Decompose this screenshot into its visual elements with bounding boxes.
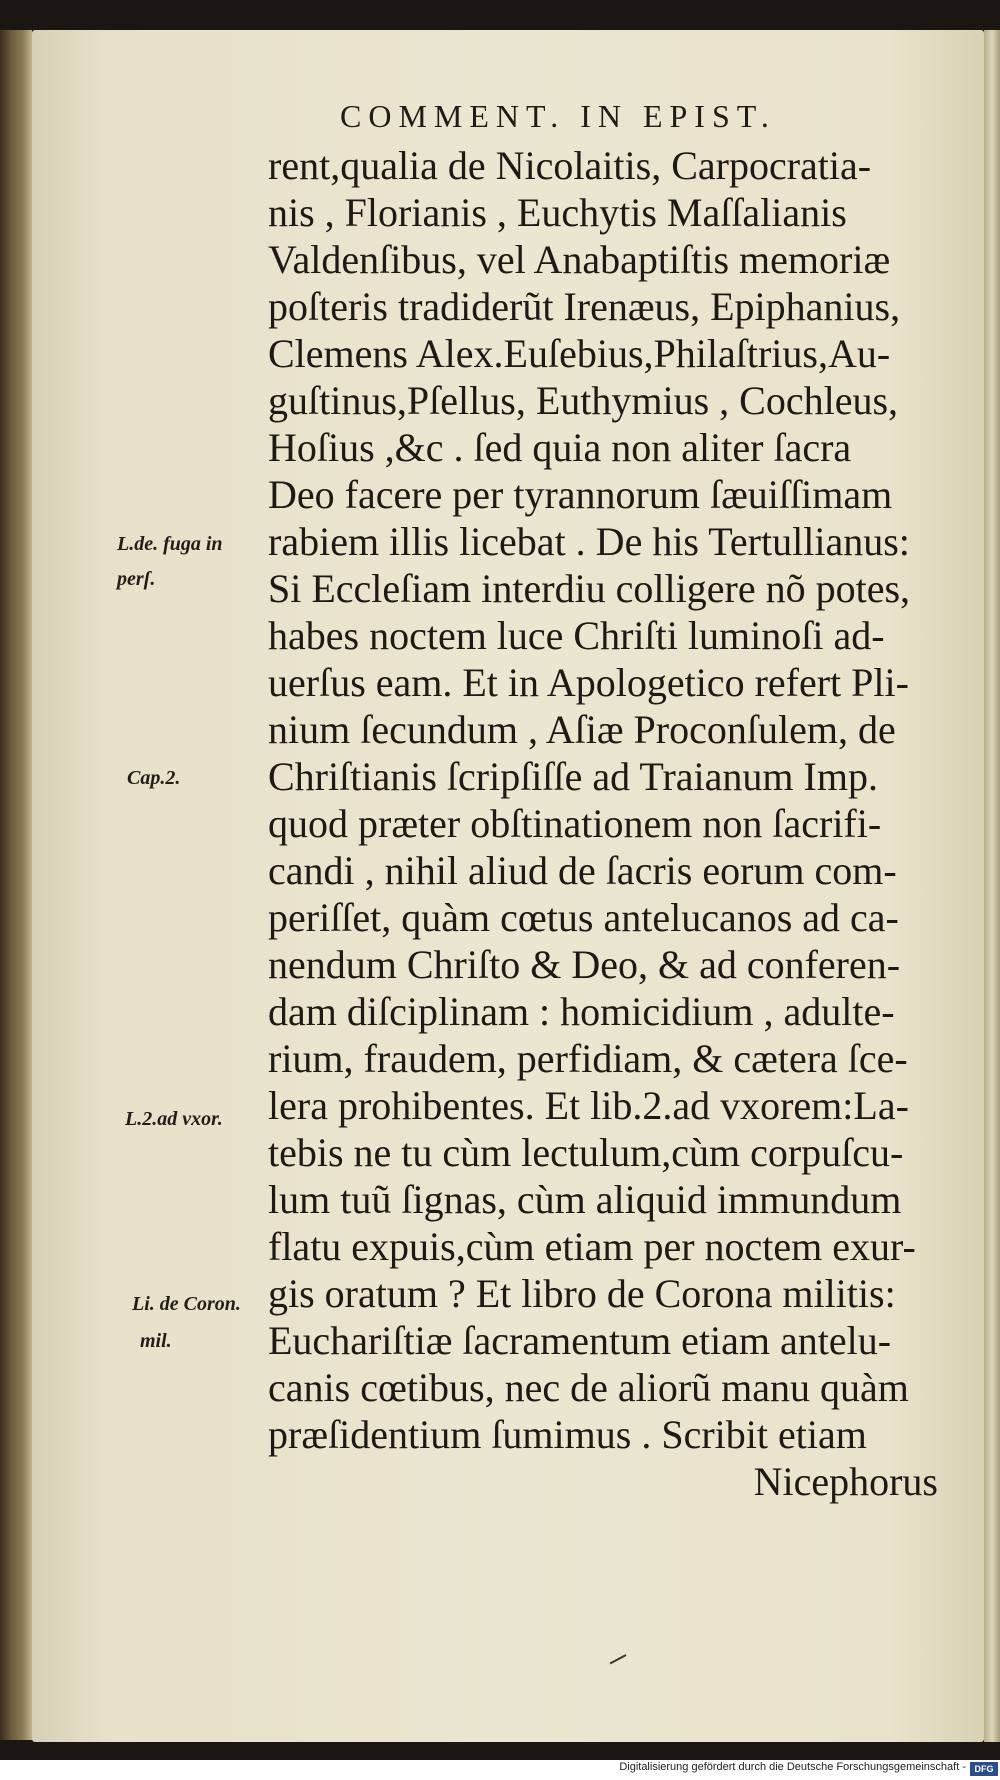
catchword: Nicephorus (753, 1459, 938, 1504)
text-line: Hoſius ,&c . ſed quia non aliter ſacra (268, 425, 852, 470)
text-line: habes noctem luce Chriſti luminoſi ad- (268, 613, 885, 658)
margin-note: Li. de Coron. (132, 1293, 241, 1315)
text-line: periſſet, quàm cœtus antelucanos ad ca- (268, 895, 899, 940)
text-line: rent,qualia de Nicolaitis, Carpocratia- (268, 143, 872, 188)
text-line: rabiem illis licebat . De his Tertullianus: (268, 519, 910, 564)
text-line: Clemens Alex.Euſebius,Philaſtrius,Au- (268, 331, 891, 376)
footer-credit: Digitalisierung gefördert durch die Deutsche Forschungsgemeinschaft - (619, 1761, 966, 1773)
text-line: poſteris tradiderũt Irenæus, Epiphanius, (268, 284, 901, 329)
text-line: guſtinus,Pſellus, Euthymius , Cochleus, (268, 378, 899, 423)
page-edge (984, 30, 1000, 1742)
text-line: nis , Florianis , Euchytis Maſſalianis (268, 190, 847, 235)
text-line: præſidentium ſumimus . Scribit etiam (268, 1412, 867, 1457)
dfg-logo-icon: DFG (970, 1762, 998, 1776)
margin-note: perſ. (117, 568, 156, 590)
margin-note: L.2.ad vxor. (125, 1108, 223, 1130)
text-line: lum tuũ ſignas, cùm aliquid immundum (268, 1177, 902, 1222)
text-line: candi , nihil aliud de ſacris eorum com- (268, 848, 897, 893)
running-header: COMMENT. IN EPIST. (340, 98, 776, 134)
text-line: quod præter obſtinationem non ſacrifi- (268, 801, 882, 846)
body-text (268, 142, 968, 1505)
text-line: Chriſtianis ſcripſiſſe ad Traianum Imp. (268, 754, 878, 799)
margin-note: L.de. fuga in (117, 533, 223, 555)
text-line: nendum Chriſto & Deo, & ad conferen- (268, 942, 901, 987)
text-line: Euchariſtiæ ſacramentum etiam antelu- (268, 1318, 892, 1363)
text-line: lera prohibentes. Et lib.2.ad vxorem:La- (268, 1083, 909, 1128)
text-line: nium ſecundum , Aſiæ Proconſulem, de (268, 707, 896, 752)
text-line: Si Eccleſiam interdiu colligere nõ potes, (268, 566, 911, 611)
text-line: Deo facere per tyrannorum ſæuiſſimam (268, 472, 893, 517)
text-line: uerſus eam. Et in Apologetico refert Pli- (268, 660, 909, 705)
text-line: flatu expuis,cùm etiam per noctem exur- (268, 1224, 916, 1269)
text-line: dam diſciplinam : homicidium , adulte- (268, 989, 895, 1034)
margin-note: mil. (140, 1330, 172, 1352)
book-spine (0, 30, 32, 1740)
text-line: gis oratum ? Et libro de Corona militis: (268, 1271, 896, 1316)
margin-note: Cap.2. (127, 767, 181, 789)
text-line: canis cœtibus, nec de aliorũ manu quàm (268, 1365, 909, 1410)
digitization-footer (0, 1760, 1000, 1780)
text-line: rium, fraudem, perfidiam, & cætera ſce- (268, 1036, 908, 1081)
text-line: tebis ne tu cùm lectulum,cùm corpuſcu- (268, 1130, 904, 1175)
text-line: Valdenſibus, vel Anabaptiſtis memoriæ (268, 237, 891, 282)
